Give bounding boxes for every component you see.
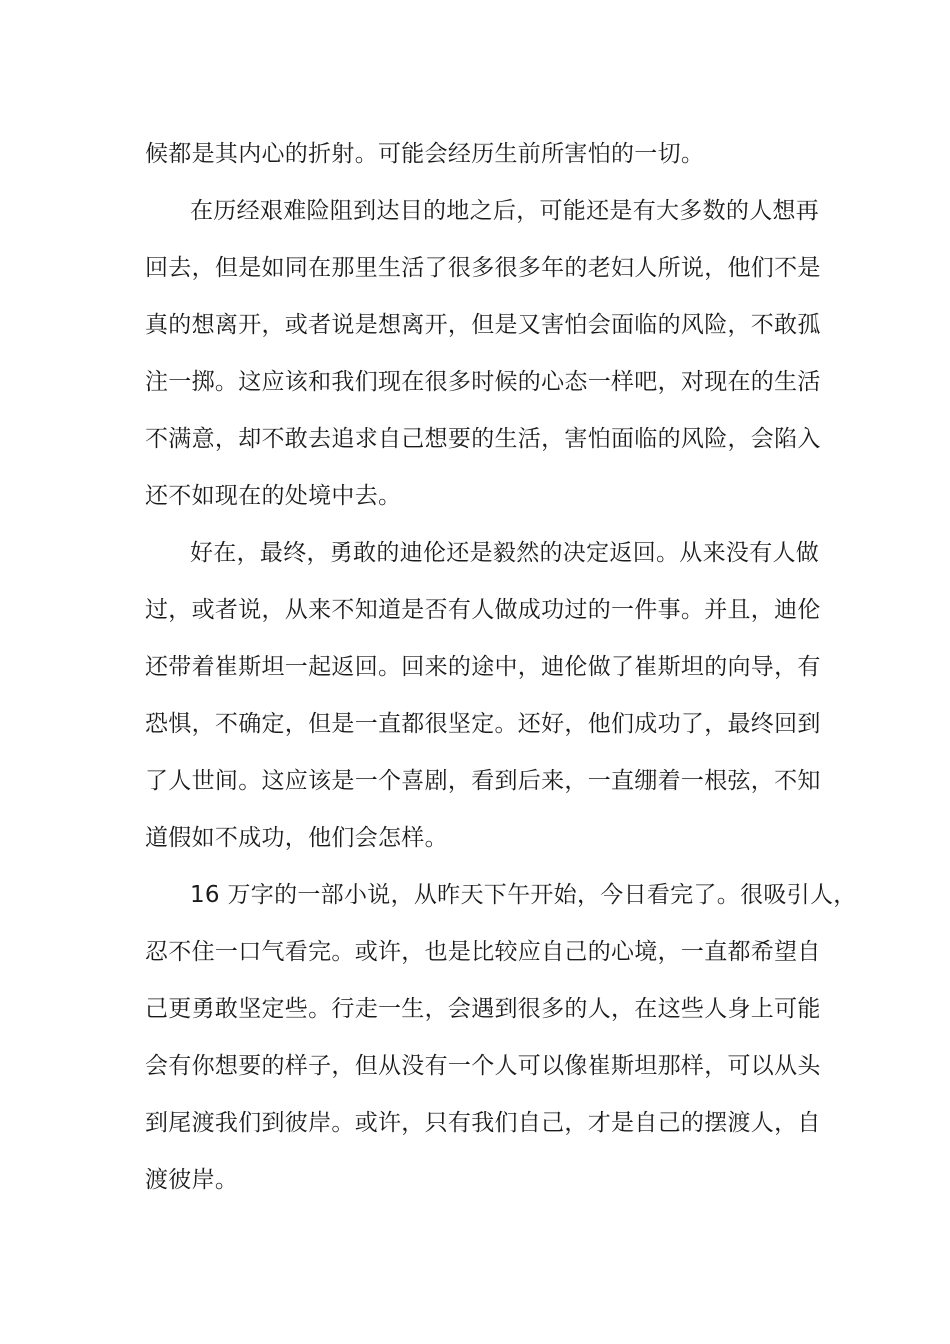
text-line: 不满意，却不敢去追求自己想要的生活，害怕面临的风险，会陷入 — [145, 426, 821, 452]
paragraph-1 — [145, 126, 815, 183]
text-line: 会有你想要的样子，但从没有一个人可以像崔斯坦那样，可以从头 — [145, 1053, 821, 1079]
text-line: 道假如不成功，他们会怎样。 — [145, 825, 448, 851]
text-line: 注一掷。这应该和我们现在很多时候的心态一样吧，对现在的生活 — [145, 369, 821, 395]
paragraph-3 — [145, 525, 821, 867]
document-body — [145, 126, 857, 1209]
paragraph-2 — [145, 183, 821, 525]
text-line: 16 万字的一部小说，从昨天下午开始，今日看完了。很吸引人， — [190, 882, 857, 908]
paragraph-4 — [145, 867, 857, 1209]
text-line: 了人世间。这应该是一个喜剧，看到后来，一直绷着一根弦，不知 — [145, 768, 821, 794]
text-line: 忍不住一口气看完。或许，也是比较应自己的心境，一直都希望自 — [145, 939, 821, 965]
text-line: 还不如现在的处境中去。 — [145, 483, 402, 509]
text-line: 恐惧，不确定，但是一直都很坚定。还好，他们成功了，最终回到 — [145, 711, 821, 737]
text-line: 己更勇敢坚定些。行走一生，会遇到很多的人，在这些人身上可能 — [145, 996, 821, 1022]
text-line: 还带着崔斯坦一起返回。回来的途中，迪伦做了崔斯坦的向导，有 — [145, 654, 821, 680]
text-line: 候都是其内心的折射。可能会经历生前所害怕的一切。 — [145, 141, 705, 167]
text-line: 到尾渡我们到彼岸。或许，只有我们自己，才是自己的摆渡人，自 — [145, 1110, 821, 1136]
text-line: 好在，最终，勇敢的迪伦还是毅然的决定返回。从来没有人做 — [190, 540, 820, 566]
text-line: 回去，但是如同在那里生活了很多很多年的老妇人所说，他们不是 — [145, 255, 821, 281]
text-line: 真的想离开，或者说是想离开，但是又害怕会面临的风险，不敢孤 — [145, 312, 821, 338]
text-line: 在历经艰难险阻到达目的地之后，可能还是有大多数的人想再 — [190, 198, 820, 224]
text-line: 渡彼岸。 — [145, 1167, 239, 1193]
text-line: 过，或者说，从来不知道是否有人做成功过的一件事。并且，迪伦 — [145, 597, 821, 623]
